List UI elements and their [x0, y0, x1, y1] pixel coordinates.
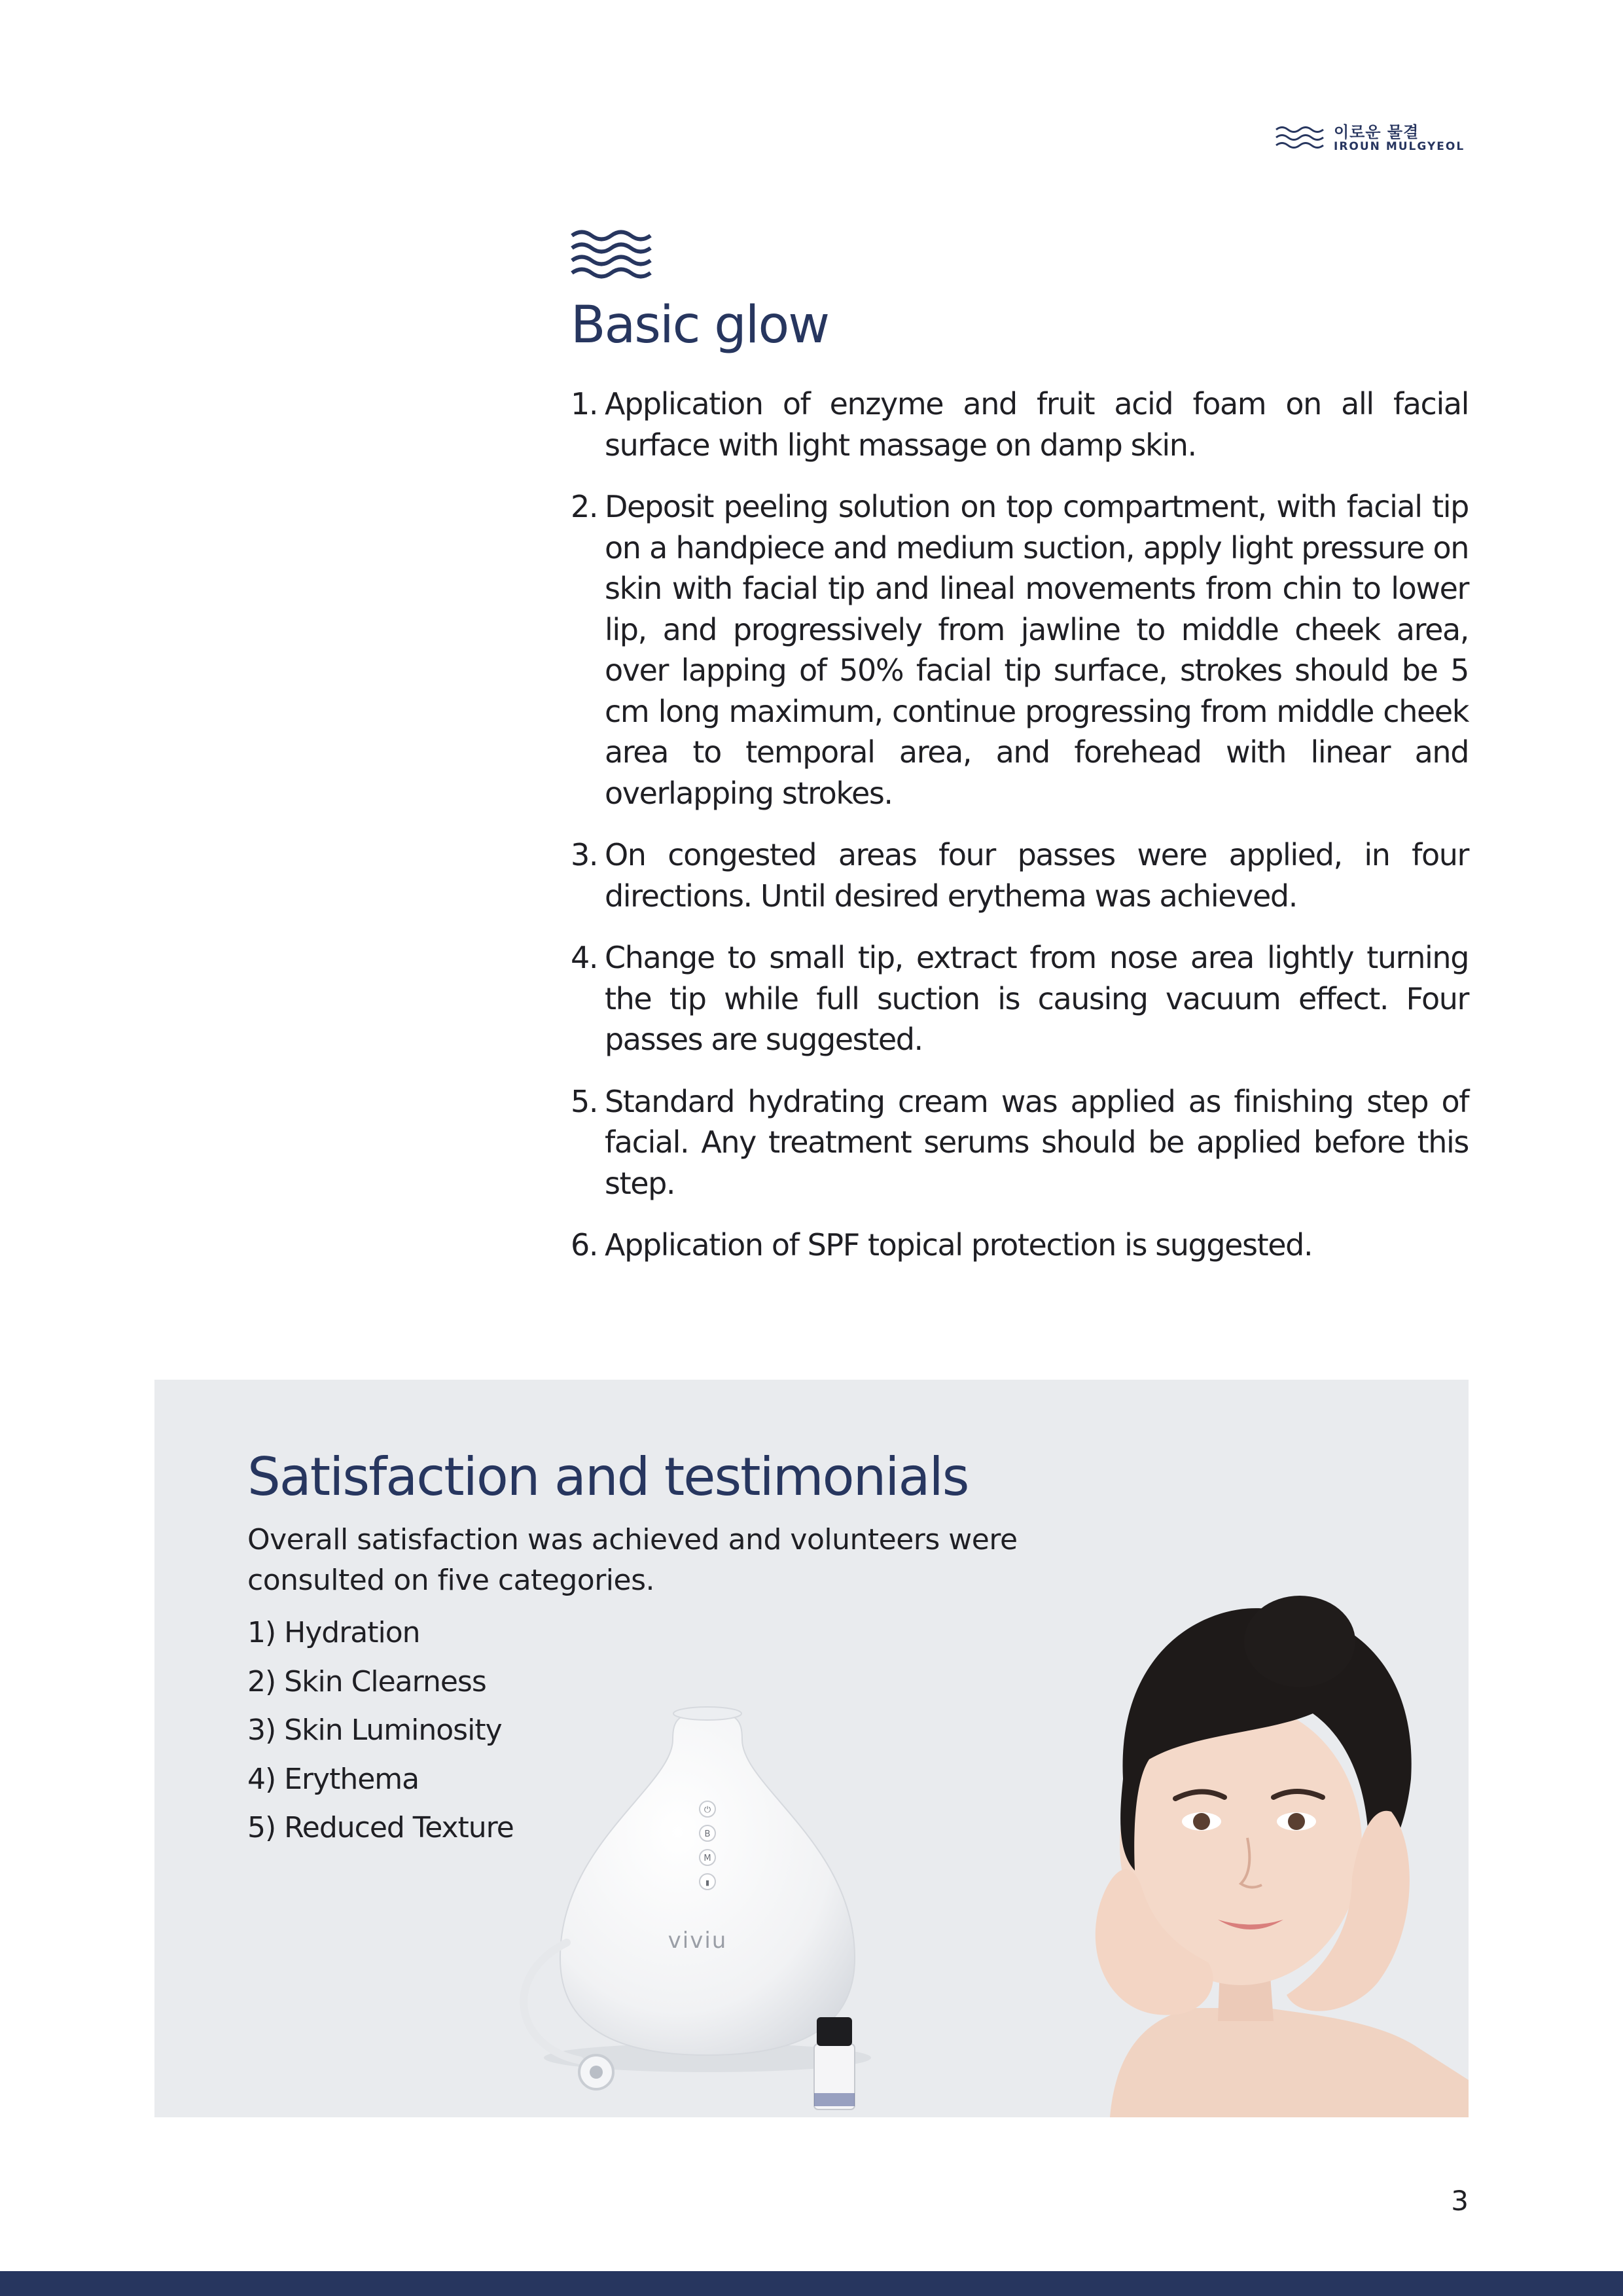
step-text: Application of enzyme and fruit acid foam on all facial surface with light massage on damp skin.: [605, 386, 1469, 463]
satisfaction-panel: [154, 1380, 1469, 2117]
satisfaction-categories: [247, 1609, 514, 1853]
page-number: 3: [1451, 2185, 1469, 2217]
wave-icon: [571, 229, 652, 280]
step-number: 4.: [571, 940, 598, 975]
step-text: Deposit peeling solution on top compartment, with facial tip on a handpiece and medium suction, apply light pressure on skin with facial tip and lineal movements from chin to lower lip, and progressively from jawline to middle cheek area, over lapping of 50% facial tip surface, strokes should be 5 cm long maximum, continue progressing from middle cheek area to temporal area, and forehead with linear and overlapping strokes.: [605, 489, 1469, 811]
model-portrait: [959, 1563, 1469, 2117]
device-power-button: ⏻: [704, 1805, 711, 1815]
brand-name-korean: 이로운 물결: [1334, 123, 1419, 141]
section-title-satisfaction: Satisfaction and testimonials: [247, 1446, 969, 1507]
step-text: Application of SPF topical protection is suggested.: [605, 1227, 1313, 1263]
step-number: 3.: [571, 837, 598, 872]
device-m-button: M: [704, 1854, 711, 1863]
logo-wave-icon: [1275, 124, 1325, 156]
footer-bar: [0, 2271, 1623, 2296]
list-item: 2) Skin Clearness: [247, 1664, 486, 1698]
list-item: [571, 384, 1469, 465]
list-item: [571, 937, 1469, 1060]
list-item: 1) Hydration: [247, 1616, 420, 1649]
list-item: [571, 834, 1469, 916]
step-text: Standard hydrating cream was applied as finishing step of facial. Any treatment serums should be applied before this step.: [605, 1083, 1469, 1201]
brand-logo: [1275, 118, 1471, 160]
device-battery-button: ▮: [705, 1878, 710, 1887]
device-b-button: B: [704, 1829, 711, 1839]
list-item: [571, 1081, 1469, 1204]
list-item: [571, 1225, 1469, 1266]
step-text: Change to small tip, extract from nose area lightly turning the tip while full suction is causing vacuum effect. Four passes are suggested.: [605, 940, 1469, 1057]
step-number: 2.: [571, 489, 598, 524]
brand-name-english: IROUN MULGYEOL: [1334, 140, 1465, 153]
step-number: 5.: [571, 1083, 598, 1119]
list-item: 4) Erythema: [247, 1762, 419, 1796]
treatment-steps-list: [571, 384, 1469, 1287]
device-brand-label: viviu: [668, 1928, 728, 1954]
step-text: On congested areas four passes were applied, in four directions. Until desired erythema was achieved.: [605, 837, 1469, 914]
list-item: 3) Skin Luminosity: [247, 1713, 502, 1747]
section-title-basic-glow: Basic glow: [571, 296, 829, 355]
satisfaction-intro: Overall satisfaction was achieved and volunteers were consulted on five categories.: [247, 1523, 1018, 1597]
list-item: [571, 486, 1469, 814]
device-illustration: [501, 1694, 946, 2113]
step-number: 1.: [571, 386, 598, 422]
list-item: 5) Reduced Texture: [247, 1811, 514, 1844]
step-number: 6.: [571, 1227, 598, 1263]
